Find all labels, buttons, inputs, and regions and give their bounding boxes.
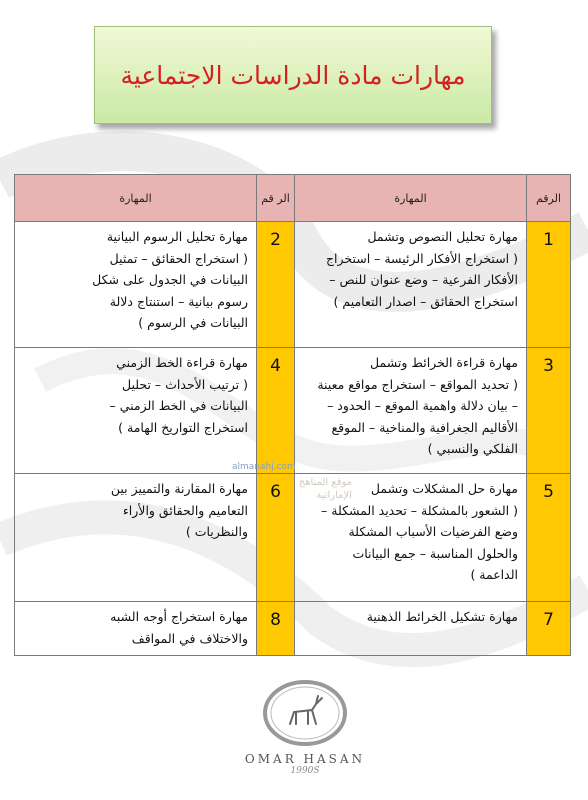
row-number: 7 bbox=[527, 602, 571, 656]
row-number: 8 bbox=[257, 602, 295, 656]
skill-line: مهارة تحليل النصوص وتشمل bbox=[367, 229, 518, 244]
skill-line: التعاميم والحقائق والأراء bbox=[122, 502, 248, 518]
skill-line: والاختلاف في المواقف bbox=[131, 630, 248, 646]
skill-line: البيانات في الجدول على شكل bbox=[92, 272, 248, 287]
skill-line: مهارة المقارنة والتمييز بين bbox=[110, 481, 248, 496]
skill-line: البيانات في الخط الزمني – bbox=[109, 398, 248, 413]
skill-line: الفلكي والنسبي ) bbox=[427, 441, 518, 456]
skill-line: والنظريات ) bbox=[185, 524, 248, 539]
skill-line: مهارة حل المشكلات وتشمل bbox=[370, 481, 518, 496]
skill-line: مهارة استخراج أوجه الشبه bbox=[110, 609, 248, 624]
skill-line: ( الشعور بالمشكلة – تحديد المشكلة – bbox=[321, 502, 518, 518]
skill-cell bbox=[15, 474, 257, 602]
row-number: 1 bbox=[527, 222, 571, 348]
skill-line: الأقاليم الجغرافية والمناخية – الموقع bbox=[331, 419, 518, 435]
row-number: 4 bbox=[257, 348, 295, 474]
row-number: 3 bbox=[527, 348, 571, 474]
skill-line: مهارة قراءة الخط الزمني bbox=[116, 355, 248, 370]
skill-line: الداعمة ) bbox=[470, 567, 518, 582]
table-row bbox=[15, 348, 571, 474]
skills-table bbox=[14, 174, 571, 656]
skill-cell bbox=[295, 348, 527, 474]
logo bbox=[240, 680, 370, 790]
table-row bbox=[15, 222, 571, 348]
skill-line: مهارة تحليل الرسوم البيانية bbox=[106, 229, 248, 244]
skill-line: رسوم بيانية – استنتاج دلالة bbox=[109, 293, 248, 309]
skill-line: والحلول المناسبة – جمع البيانات bbox=[352, 545, 518, 561]
skill-line: ( ترتيب الأحداث – تحليل bbox=[122, 376, 248, 392]
skill-cell bbox=[15, 602, 257, 656]
table-row bbox=[15, 602, 571, 656]
watermark-text: موقع المناهج الإماراتية bbox=[298, 477, 352, 501]
logo-name: OMAR HASAN bbox=[244, 752, 366, 766]
skill-line: ( استخراج الأفكار الرئيسة – استخراج bbox=[325, 250, 518, 266]
skill-cell bbox=[295, 222, 527, 348]
skill-line: مهارة تشكيل الخرائط الذهنية bbox=[366, 609, 518, 624]
header-number: الرقم bbox=[527, 175, 571, 222]
watermark-site: almanahj.com bbox=[232, 462, 296, 472]
header-number-2: الر قم bbox=[257, 175, 295, 222]
skill-line: مهارة قراءة الخرائط وتشمل bbox=[370, 355, 518, 370]
skill-line: – بيان دلالة واهمية الموقع – الحدود – bbox=[327, 398, 518, 413]
skill-cell bbox=[295, 602, 527, 656]
header-skill: المهارة bbox=[295, 175, 527, 222]
skill-line: استخراج الحقائق – اصدار التعاميم ) bbox=[333, 293, 518, 309]
table-header-row bbox=[15, 175, 571, 222]
skill-line: وضع الفرضيات الأسباب المشكلة bbox=[348, 524, 518, 539]
skill-cell bbox=[15, 222, 257, 348]
skill-line: ( تحديد المواقع – استخراج مواقع معينة bbox=[317, 376, 518, 392]
row-number: 5 bbox=[527, 474, 571, 602]
skill-cell bbox=[15, 348, 257, 474]
row-number: 2 bbox=[257, 222, 295, 348]
skill-line: البيانات في الرسوم ) bbox=[138, 315, 248, 330]
deer-emblem-icon bbox=[260, 680, 350, 746]
skill-line: ( استخراج الحقائق – تمثيل bbox=[109, 250, 248, 266]
title-banner bbox=[94, 26, 492, 124]
page-title: مهارات مادة الدراسات الاجتماعية bbox=[120, 60, 466, 90]
row-number: 6 bbox=[257, 474, 295, 602]
logo-signature: 1990S bbox=[290, 766, 320, 776]
skill-line: استخراج التواريخ الهامة ) bbox=[118, 419, 248, 435]
skill-line: الأفكار الفرعية – وضع عنوان للنص – bbox=[329, 272, 518, 287]
header-skill-2: المهارة bbox=[15, 175, 257, 222]
